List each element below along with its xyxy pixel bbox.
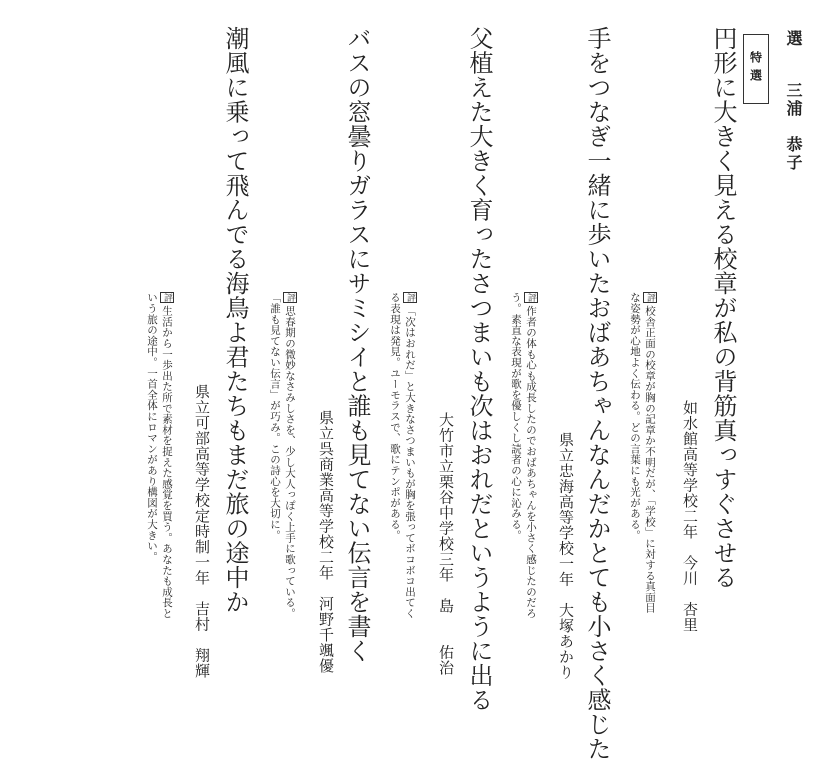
poem-4-comment: 評思春期の微妙なさみしさを、少し大人っぽく上手に歌っている。「誰も見てない伝言」が巧み。この詩心を大切に。 (269, 292, 296, 619)
poem-3-author: 大竹市立栗谷中学校三年 島 佑治 (437, 412, 455, 676)
special-selection-badge: 特選 (743, 34, 769, 104)
comment-mark: 評 (162, 293, 172, 303)
poem-5: 潮風に乗って飛んでる海鳥よ君たちもまだ旅の途中か (221, 26, 249, 614)
poem-4-author: 県立呉商業高等学校二年 河野千颯優 (317, 410, 335, 674)
comment-mark: 評 (285, 293, 295, 303)
comment-mark: 評 (526, 293, 536, 303)
comment-mark: 評 (645, 293, 655, 303)
selector-name: 三浦 恭子 (784, 82, 803, 172)
poem-5-author: 県立可部高等学校定時制一年 吉村 翔輝 (193, 384, 211, 679)
poem-1-author: 如水館高等学校二年 今川 杏里 (681, 400, 699, 633)
poem-5-comment: 評生活から一歩出た所で素材を捉えた感覚を買う。あなたも成長という旅の途中。一首全体にロマンがあり構図が大きい。 (146, 292, 173, 619)
selection-label: 選 (784, 30, 803, 46)
poem-1-comment: 評校舎正面の校章が胸の記章か不明だが、「学校」に対する真面目な姿勢が心地よく伝わる。どの言葉にも光がある。 (629, 292, 656, 614)
poem-2-comment: 評作者の体も心も成長したのでおばあちゃんを小さく感じたのだろう。素直な表現が歌を優しくし読者の心に沁みる。 (510, 292, 537, 619)
poem-2: 手をつなぎ一緒に歩いたおばあちゃんなんだかとても小さく感じた (583, 26, 611, 761)
poem-1: 円形に大きく見える校章が私の背筋真っすぐさせる (709, 26, 737, 590)
poem-4: バスの窓曇りガラスにサミシイと誰も見てない伝言を書く (343, 26, 371, 663)
comment-mark: 評 (405, 293, 415, 303)
poem-3-comment: 評「次はおれだ」と大きなさつまいもが胸を張ってボコボコ出てくる表現は発見。ユーモラスで、歌にテンポがある。 (389, 292, 416, 619)
poem-2-author: 県立忠海高等学校一年 大塚あかり (557, 432, 575, 680)
poem-3: 父植えた大きく育ったさつまいも次はおれだというように出る (465, 26, 493, 712)
